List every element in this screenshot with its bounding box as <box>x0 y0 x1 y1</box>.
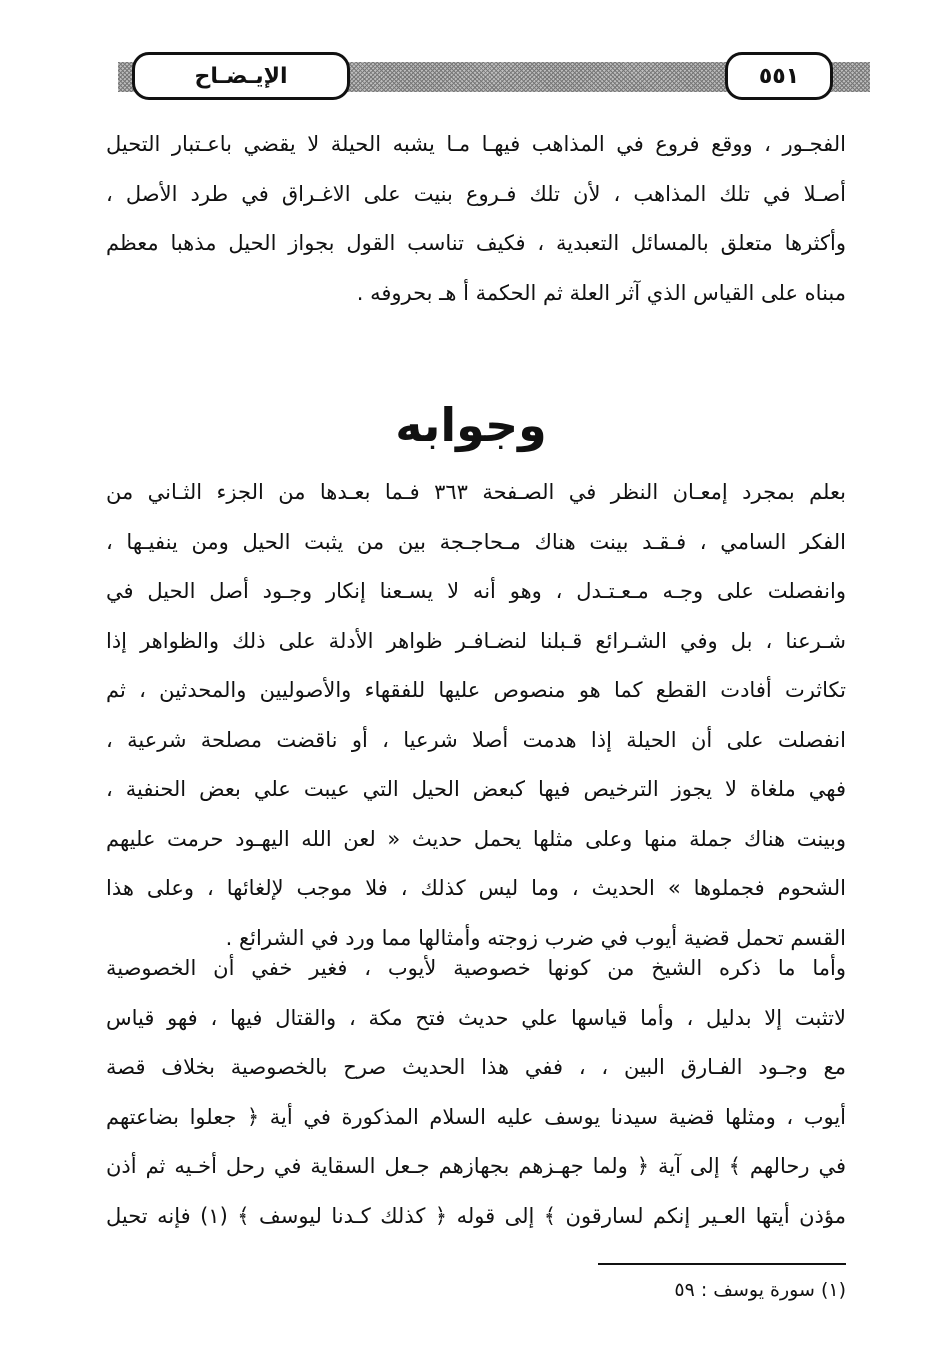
footnote: (١) سورة يوسف : ٥٩ <box>674 1279 846 1301</box>
intro-paragraph <box>106 120 846 318</box>
text-line: بعلم بمجرد إمعـان النظر في الصـفحة ٣٦٣ فـما بعـدها من الجزء الثـاني من <box>106 480 846 504</box>
text-line: أصـلا في تلك المذاهب ، لأن تلك فـروع بنيت على الاغـراق في طرد الأصل ، <box>106 181 846 206</box>
text-line: لاتثبت إلا بدليل ، وأما قياسها علي حديث فتح مكة ، والقتال فيها ، فهو قياس <box>106 1005 846 1030</box>
text-line: وأكثرها متعلق بالمسائل التعبدية ، فكيف تناسب القول بجواز الحيل مذهبا معظم <box>106 231 846 255</box>
text-line: مبناه على القياس الذي آثر العلة ثم الحكمة أ هـ بحروفه . <box>356 280 846 305</box>
text-line: الفجـور ، ووقع فروع في المذاهب فيهـا مـا يشبه الحيلة لا يقضي باعـتبار التحيل <box>106 132 846 156</box>
text-line: وأما ما ذكره الشيخ من كونها خصوصية لأيوب ، فغير خفي أن الخصوصية <box>106 956 846 980</box>
text-line: القسم تحمل قضية أيوب في ضرب زوجته وأمثالها مما ورد في الشرائع . <box>225 925 846 950</box>
footnote-divider <box>598 1263 846 1265</box>
text-line: تكاثرت أفادت القطع كما هو منصوص عليها للفقهاء والأصوليين والمحدثين ، ثم <box>106 678 846 702</box>
text-line: الفكر السامي ، فـقـد بينت هناك مـحاجـجة بين من يثبت الحيل ومن ينفيـها ، <box>106 529 846 554</box>
text-line: مؤذن أيتها العـير إنكم لسارقون ﴾ إلى قوله ﴿ كذلك كـدنا ليوسف ﴾ (١) فإنه تحيل <box>106 1203 846 1228</box>
text-line: شـرعنا ، بل وفي الشـرائع قـبلنا لنضـافـر ظواهر الأدلة على ذلك والظواهر إذا <box>106 628 846 653</box>
text-line: انفصلت على أن الحيلة إذا هدمت أصلا شرعيا ، أو ناقضت مصلحة شرعية ، <box>106 727 846 752</box>
running-title: الإيـضـاح <box>132 52 350 100</box>
section-heading: وجوابه <box>395 398 547 452</box>
text-line: في رحالهم ﴾ إلى آية ﴿ ولما جهـزهم بجهازهم جـعل السقاية في رحل أخـيه ثم أذن <box>106 1154 846 1178</box>
text-line: وبينت هناك جملة منها وعلى مثلها يحمل حديث « لعن الله اليهـود حرمت عليهم <box>106 826 846 851</box>
text-line: مع وجـود الفـارق البين ، ، ففي هذا الحديث صرح بالخصوصية بخلاف قصة <box>106 1055 846 1079</box>
answer-paragraph <box>106 468 846 963</box>
page-number: ٥٥١ <box>725 52 833 100</box>
text-line: وانفصلت على وجـه مـعـتـدل ، وهو أنه لا يسـعنا إنكار وجـود أصل الحيل في <box>106 579 846 603</box>
final-paragraph <box>106 944 846 1241</box>
text-line: فهي ملغاة لا يجوز الترخيص فيها كبعض الحيل التي عيبت علي بعض الحنفية ، <box>106 777 846 801</box>
text-line: أيوب ، ومثلها قضية سيدنا يوسف عليه السلام المذكورة في أية ﴿ جعلوا بضاعتهم <box>106 1104 846 1129</box>
text-line: الشحوم فجملوها » الحديث ، وما ليس كذلك ، فلا موجب لإلغائها ، وعلى هذا <box>106 876 846 900</box>
